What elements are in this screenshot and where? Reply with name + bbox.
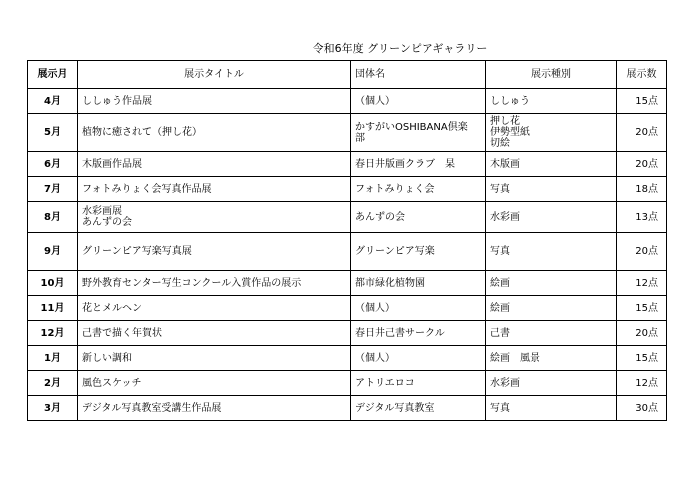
month-cell: 4月 bbox=[28, 89, 78, 114]
table-row bbox=[28, 271, 667, 296]
count-cell: 20点 bbox=[617, 114, 667, 152]
table-row bbox=[28, 233, 667, 271]
header-count: 展示数 bbox=[617, 61, 667, 89]
header-exhibit-title: 展示タイトル bbox=[78, 61, 351, 89]
group-cell: あんずの会 bbox=[351, 202, 486, 233]
exhibit-title-cell: 植物に癒されて（押し花） bbox=[78, 114, 351, 152]
header-month: 展示月 bbox=[28, 61, 78, 89]
table-row bbox=[28, 89, 667, 114]
count-cell: 12点 bbox=[617, 371, 667, 396]
table-row bbox=[28, 177, 667, 202]
group-cell: （個人） bbox=[351, 296, 486, 321]
category-cell: ししゅう bbox=[486, 89, 617, 114]
count-cell: 15点 bbox=[617, 89, 667, 114]
month-cell: 6月 bbox=[28, 152, 78, 177]
count-cell: 30点 bbox=[617, 396, 667, 421]
category-cell: 水彩画 bbox=[486, 371, 617, 396]
count-cell: 20点 bbox=[617, 233, 667, 271]
header-group: 団体名 bbox=[351, 61, 486, 89]
exhibition-table bbox=[27, 60, 667, 421]
group-cell: 春日井己書サークル bbox=[351, 321, 486, 346]
month-cell: 5月 bbox=[28, 114, 78, 152]
month-cell: 3月 bbox=[28, 396, 78, 421]
table-row bbox=[28, 202, 667, 233]
header-row bbox=[28, 61, 667, 89]
group-cell: （個人） bbox=[351, 346, 486, 371]
table-row bbox=[28, 296, 667, 321]
exhibit-title-cell: 風色スケッチ bbox=[78, 371, 351, 396]
table-row bbox=[28, 346, 667, 371]
count-cell: 20点 bbox=[617, 152, 667, 177]
category-cell: 押し花 伊勢型紙 切絵 bbox=[486, 114, 617, 152]
category-cell: 写真 bbox=[486, 396, 617, 421]
month-cell: 11月 bbox=[28, 296, 78, 321]
group-cell: グリーンピア写楽 bbox=[351, 233, 486, 271]
count-cell: 15点 bbox=[617, 296, 667, 321]
category-cell: 木版画 bbox=[486, 152, 617, 177]
exhibit-title-cell: 花とメルヘン bbox=[78, 296, 351, 321]
exhibit-title-cell: 新しい調和 bbox=[78, 346, 351, 371]
category-cell: 己書 bbox=[486, 321, 617, 346]
count-cell: 20点 bbox=[617, 321, 667, 346]
exhibit-title-cell: 水彩画展 あんずの会 bbox=[78, 202, 351, 233]
exhibit-title-cell: 木版画作品展 bbox=[78, 152, 351, 177]
exhibit-title-cell: フォトみりょく会写真作品展 bbox=[78, 177, 351, 202]
month-cell: 10月 bbox=[28, 271, 78, 296]
category-cell: 絵画 bbox=[486, 296, 617, 321]
exhibit-title-cell: 野外教育センター写生コンクール入賞作品の展示 bbox=[78, 271, 351, 296]
category-cell: 絵画 風景 bbox=[486, 346, 617, 371]
count-cell: 15点 bbox=[617, 346, 667, 371]
month-cell: 1月 bbox=[28, 346, 78, 371]
table-row bbox=[28, 371, 667, 396]
category-cell: 水彩画 bbox=[486, 202, 617, 233]
group-cell: かすがいOSHIBANA倶楽 部 bbox=[351, 114, 486, 152]
exhibit-title-cell: ししゅう作品展 bbox=[78, 89, 351, 114]
count-cell: 13点 bbox=[617, 202, 667, 233]
exhibit-title-cell: グリーンピア写楽写真展 bbox=[78, 233, 351, 271]
group-cell: フォトみりょく会 bbox=[351, 177, 486, 202]
group-cell: （個人） bbox=[351, 89, 486, 114]
group-cell: デジタル写真教室 bbox=[351, 396, 486, 421]
table-row bbox=[28, 152, 667, 177]
count-cell: 18点 bbox=[617, 177, 667, 202]
group-cell: アトリエロコ bbox=[351, 371, 486, 396]
group-cell: 都市緑化植物園 bbox=[351, 271, 486, 296]
category-cell: 写真 bbox=[486, 233, 617, 271]
table-row bbox=[28, 321, 667, 346]
category-cell: 写真 bbox=[486, 177, 617, 202]
month-cell: 2月 bbox=[28, 371, 78, 396]
month-cell: 8月 bbox=[28, 202, 78, 233]
group-cell: 春日井版画クラブ 杲 bbox=[351, 152, 486, 177]
month-cell: 9月 bbox=[28, 233, 78, 271]
exhibit-title-cell: 己書で描く年賀状 bbox=[78, 321, 351, 346]
month-cell: 12月 bbox=[28, 321, 78, 346]
header-category: 展示種別 bbox=[486, 61, 617, 89]
exhibit-title-cell: デジタル写真教室受講生作品展 bbox=[78, 396, 351, 421]
table-row bbox=[28, 396, 667, 421]
month-cell: 7月 bbox=[28, 177, 78, 202]
page-title: 令和6年度 グリーンピアギャラリー bbox=[312, 42, 488, 55]
count-cell: 12点 bbox=[617, 271, 667, 296]
table-row bbox=[28, 114, 667, 152]
category-cell: 絵画 bbox=[486, 271, 617, 296]
